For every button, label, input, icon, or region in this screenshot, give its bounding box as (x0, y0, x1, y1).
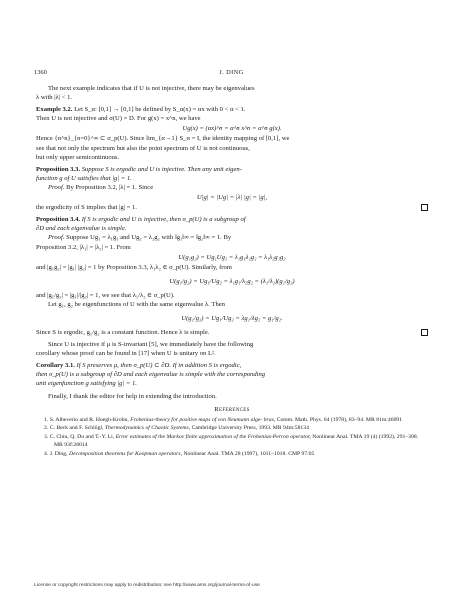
ref-source: Nonlinear Anal. TMA 19 (4) (1992), 291–308. MR 93f:28014 (54, 434, 419, 448)
reference-item (36, 425, 428, 433)
cor31-line-2: then σ_p(U) is a subgroup of ∂D and each eigenvalue is simple with the corresponding (36, 371, 266, 379)
intro-line-1: The next example indicates that if U is not injective, there may be eigenvalues (48, 85, 255, 92)
ref-number: 3. (44, 434, 49, 441)
acknowledgement: Finally, I thank the editor for help in extending the introduction. (48, 392, 217, 400)
ref-title: Error estimates of the Markov finite approximation of the (115, 434, 247, 441)
prop34-equation-2: U(g₁/g₂) = Ug₁/Ug₂ = λ₁g₁/λ₂g₂ = (λ₁/λ₂)(g₁/g₂) (169, 277, 295, 285)
prop34-proof-line-4: and |g₁/g₂| = |g₁|/|g₂| = 1, we see that λ₁/λ₂ ∈ σ_p(U). (36, 291, 175, 299)
prop34-proof-line-3: and |g₁g₂| = |g₁| |g₂| = 1 by Proposition 3.3, λ₁λ₂ ∈ σ_p(U). Similarly, from (36, 263, 232, 271)
ref-title: Thermodynamics of Chaotic Systems, (104, 425, 191, 432)
ref-authors: S. Albeverio and R. Hoegh-Krohn, (49, 416, 129, 423)
cor31-line-3: unit eigenfunction g satisfying |g| = 1. (36, 380, 137, 388)
example-line-1: Let S_α: [0,1] → [0,1] be defined by S_α(x) = αx with 0 < α < 1. (74, 106, 246, 114)
example-line-3: Hence {α^n}_{n=0}^∞ ⊂ σ_p(U). Since lim_{α→1} S_α = I, the identity mapping of [0,1], we (36, 135, 290, 143)
cor31-label: Corollary 3.1. (36, 362, 75, 370)
page-number: 1360 (34, 69, 47, 76)
example-line-2: Then U is not injective and σ(U) = D. For g(x) = x^n, we have (36, 115, 201, 123)
example-line-5: but only upper semicontinuous. (36, 153, 120, 161)
corollary-3-1 (36, 361, 428, 370)
qed-square-icon (421, 329, 428, 336)
license-footer: License or copyright restrictions may apply to redistribution; see http://www.ams.org/journal-terms-of-use (34, 583, 260, 588)
prop34-proof-end (36, 328, 428, 337)
injective-paragraph-line-2: corollary whose proof can be found in [17] when U is unitary on L². (36, 350, 216, 358)
ref-source-cont: 1011–1018. CMP 97:05 (259, 450, 315, 457)
prop33-proof-label: Proof. (48, 183, 65, 191)
ref-title-cont: bras, (263, 416, 276, 423)
proposition-3-4 (36, 215, 428, 224)
prop33-proof-end (36, 203, 428, 212)
ref-authors: J. Ding, (49, 450, 68, 457)
prop33-proof (36, 183, 428, 192)
ref-number: 2. (44, 425, 49, 432)
prop34-equation-3-wrap (36, 310, 428, 327)
prop34-proof-line-6: Since S is ergodic, g₁/g₂ is a constant function. Hence λ is simple. (36, 328, 210, 336)
proposition-3-3 (36, 165, 428, 174)
ref-title-cont: Frobenius-Perron operator, (247, 434, 311, 441)
ref-source-cont: 1993. MR 94m:58134 (258, 425, 309, 432)
example-equation: Ug(x) = (αx)^n = α^n x^n = α^n g(x). (182, 125, 282, 133)
prop34-label: Proposition 3.4. (36, 216, 81, 224)
injective-paragraph-line-1: Since U is injective if μ is S-invariant [5], we immediately have the following (48, 341, 254, 349)
prop34-line-1: If S is ergodic and U is injective, then σ_p(U) is a subgroup of (81, 216, 246, 224)
cor31-line-1: If S preserves μ, then σ_p(U) ⊂ ∂D. If in addition S is ergodic, (76, 362, 242, 370)
reference-item (36, 417, 428, 425)
reference-item (36, 434, 428, 449)
prop34-proof-line-1: Suppose Ug₁ = λ₁g₁ and Ug₂ = λ₂g₂ with ‖g₁‖∞ = ‖g₂‖∞ = 1. By (66, 234, 232, 242)
prop34-equation-1: U(g₁g₂) = Ug₁Ug₂ = λ₁g₁λ₂g₂ = λ₁λ₂g₁g₂ (178, 253, 286, 261)
intro-line-2: λ with |λ| < 1. (36, 94, 73, 102)
prop34-equation-2-wrap (36, 273, 428, 290)
ref-source: Nonlinear Anal. TMA 28 (1997), (183, 450, 259, 457)
ref-title: Frobenius-theory for positive maps of von Neumann alge- (130, 416, 263, 423)
prop34-proof-line-5: Let g₁, g₂ be eigenfunctions of U with the same eigenvalue λ. Then (48, 300, 225, 308)
reference-item (36, 451, 428, 459)
prop34-line-2: ∂D and each eigenvalue is simple. (36, 225, 127, 233)
ref-authors: C. Chiu, Q. Du and T.-Y. Li, (49, 434, 115, 441)
ref-authors: C. Beck and F. Schlögl, (49, 425, 104, 432)
page-header (0, 69, 463, 79)
example-label: Example 3.2. (36, 106, 73, 114)
prop34-proof-line-2: Proposition 3.2, |λ₁| = |λ₂| = 1. From (36, 243, 131, 251)
ref-number: 4. (44, 450, 49, 457)
example-line-4: see that not only the spectrum but also the point spectrum of U is not continuous, (36, 144, 250, 152)
ref-title: Decomposition theorems for Koopman operators, (68, 450, 183, 457)
example-3-2 (36, 105, 428, 114)
prop33-proof-line-1: By Proposition 3.2, |λ| = 1. Since (66, 183, 154, 191)
ref-source: Comm. Math. Phys. 64 (1978), 83–94. MR 81m:46091 (276, 416, 403, 423)
article-body (36, 84, 428, 459)
prop34-equation-3: U(g₁/g₂) = Ug₁/Ug₂ = λg₁/λg₂ = g₁/g₂. (181, 314, 283, 322)
prop34-proof-label: Proof. (48, 234, 65, 242)
ref-number: 1. (44, 416, 49, 423)
prop33-line-1: Suppose S is ergodic and U is injective. Then any unit eigen- (81, 165, 242, 173)
qed-square-icon (421, 204, 428, 211)
prop33-label: Proposition 3.3. (36, 165, 81, 173)
references-title: References (214, 405, 250, 413)
prop33-line-2: function g of U satisfies that |g| = 1. (36, 174, 132, 182)
prop34-proof (36, 233, 428, 242)
prop33-proof-line-2: the ergodicity of S implies that |g| = 1. (36, 204, 137, 212)
ref-source: Cambridge University Press, (191, 425, 258, 432)
prop33-equation: U|g| = |Ug| = |λ| |g| = |g|, (196, 194, 268, 202)
running-head: J. DING (219, 69, 244, 76)
